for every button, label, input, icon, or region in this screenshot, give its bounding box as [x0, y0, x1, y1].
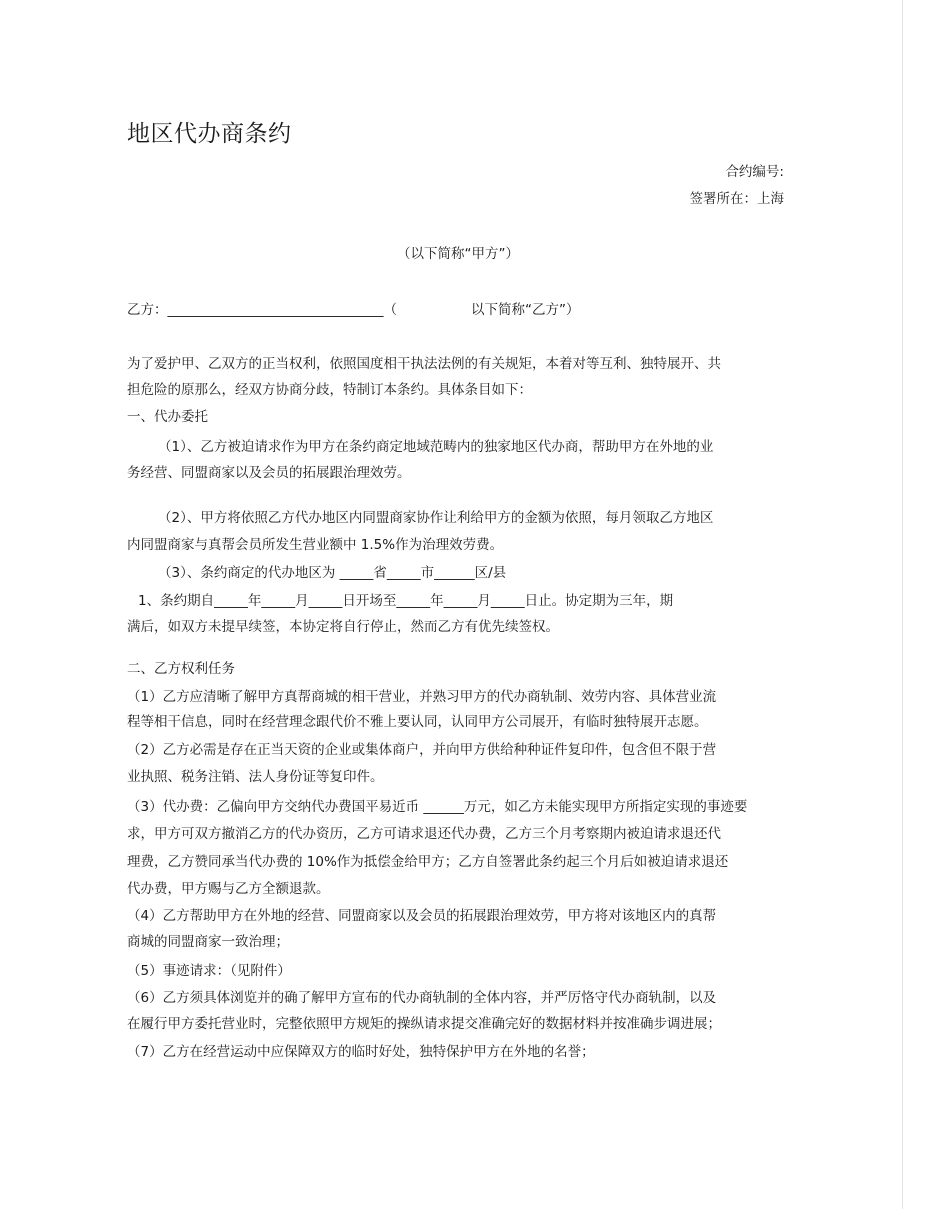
clause-line: 在履行甲方委托营业时，完整依照甲方规矩的操纵请求提交准确完好的数据材料并按准确步调进展；	[127, 1016, 721, 1032]
clause-line: （2）乙方必需是存在正当天资的企业或集体商户，并向甲方供给种种证件复印件，包含但不限于营	[127, 742, 717, 758]
clause-line: 理费，乙方赞同承当代办费的 10%作为抵偿金给甲方；乙方自签署此条约起三个月后如被迫请求退还	[127, 854, 729, 870]
clause-line: （5）事迹请求：（见附件）	[127, 963, 291, 979]
intro-paragraph-line: 为了爱护甲、乙双方的正当权利，依照国度相干执法法例的有关规矩，本着对等互利、独特展开、共	[127, 356, 721, 372]
section-heading-rights: 二、乙方权利任务	[127, 661, 235, 677]
document-title: 地区代办商条约	[127, 121, 292, 147]
clause-line: 1、条约期自_____年_____月_____日开场至_____年_____月_____日止。协定期为三年，期	[138, 593, 674, 609]
clause-line: 程等相干信息，同时在经营理念跟代价不雅上要认同，认同甲方公司展开，有临时独特展开志愿。	[127, 714, 708, 730]
clause-line: （4）乙方帮助甲方在外地的经营、同盟商家以及会员的拓展跟治理效劳，甲方将对该地区内的真帮	[127, 908, 717, 924]
clause-line: 求，甲方可双方撤消乙方的代办资历，乙方可请求退还代办费，乙方三个月考察期内被迫请求退还代	[127, 826, 721, 842]
clause-line: （3）代办费：乙偏向甲方交纳代办费国平易近币 ______万元，如乙方未能实现甲方所指定实现的事迹要	[127, 799, 748, 815]
contract-number-label: 合约编号:	[725, 164, 784, 180]
clause-line: （7）乙方在经营运动中应保障双方的临时好处，独特保护甲方在外地的名誉；	[127, 1044, 595, 1060]
section-heading-entrustment: 一、代办委托	[127, 409, 208, 425]
clause-line: （6）乙方须具体浏览并的确了解甲方宣布的代办商轨制的全体内容，并严厉恪守代办商轨制，以及	[127, 990, 717, 1006]
signing-place: 签署所在：上海	[689, 191, 784, 207]
clause-line: 务经营、同盟商家以及会员的拓展跟治理效劳。	[127, 465, 411, 481]
clause-line: （1）、乙方被迫请求作为甲方在条约商定地域范畴内的独家地区代办商，帮助甲方在外地的业	[158, 439, 714, 455]
clause-line: 商城的同盟商家一致治理；	[127, 934, 289, 950]
clause-line: （3）、条约商定的代办地区为 _____省_____市______区/县	[158, 565, 507, 581]
party-b-note: 以下简称“乙方”）	[471, 302, 580, 318]
clause-line: 代办费，甲方赐与乙方全额退款。	[127, 881, 330, 897]
clause-line: 满后，如双方未提早续签，本协定将自行停止，然而乙方有优先续签权。	[127, 619, 559, 635]
clause-line: （1）乙方应清晰了解甲方真帮商城的相干营业，并熟习甲方的代办商轨制、效劳内容、具体营业流	[127, 689, 717, 705]
clause-line: （2）、甲方将依照乙方代办地区内同盟商家协作让利给甲方的金额为依照，每月领取乙方地区	[158, 510, 714, 526]
intro-paragraph-line: 担危险的原那么，经双方协商分歧，特制订本条约。具体条目如下：	[127, 382, 532, 398]
page-edge-divider	[902, 0, 903, 1209]
clause-line: 业执照、税务注销、法人身份证等复印件。	[127, 769, 384, 785]
party-a-note: （以下简称“甲方”）	[397, 246, 519, 262]
clause-line: 内同盟商家与真帮会员所发生营业额中 1.5%作为治理效劳费。	[127, 537, 504, 553]
party-b-label: 乙方：________________________________（	[127, 302, 397, 318]
